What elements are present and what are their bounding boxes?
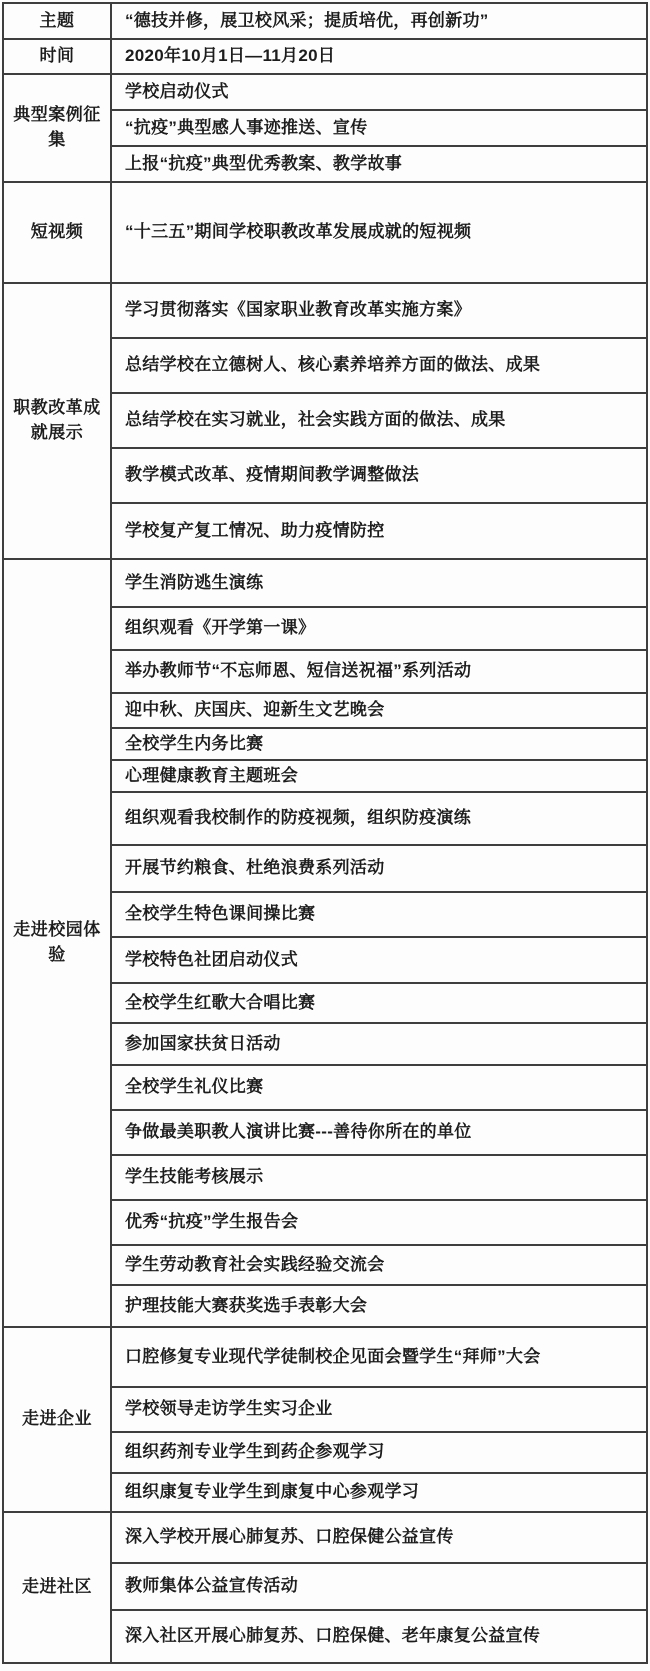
activity-cell: “德技并修，展卫校风采；提质培优，再创新功” [111, 3, 647, 39]
table-row [3, 1327, 647, 1387]
category-cell: 走进校园体验 [3, 559, 111, 1327]
activity-cell: 优秀“抗疫”学生报告会 [111, 1200, 647, 1245]
activity-cell: 口腔修复专业现代学徒制校企见面会暨学生“拜师”大会 [111, 1327, 647, 1387]
activity-cell: 学校特色社团启动仪式 [111, 937, 647, 983]
activity-cell: 总结学校在实习就业，社会实践方面的做法、成果 [111, 393, 647, 448]
activity-cell: 组织药剂专业学生到药企参观学习 [111, 1432, 647, 1473]
activity-cell: 学校复产复工情况、助力疫情防控 [111, 503, 647, 559]
category-cell: 时间 [3, 39, 111, 74]
category-cell: 短视频 [3, 182, 111, 283]
activity-cell: 上报“抗疫”典型优秀教案、教学故事 [111, 146, 647, 182]
table-row [3, 3, 647, 39]
category-cell: 职教改革成就展示 [3, 283, 111, 559]
activity-cell: 全校学生礼仪比赛 [111, 1065, 647, 1110]
activity-cell: 心理健康教育主题班会 [111, 760, 647, 792]
table-row [3, 1512, 647, 1563]
activity-cell: 组织康复专业学生到康复中心参观学习 [111, 1473, 647, 1512]
activity-cell: 学生消防逃生演练 [111, 559, 647, 607]
table-row [3, 39, 647, 74]
activity-cell: 护理技能大赛获奖选手表彰大会 [111, 1285, 647, 1327]
activity-cell: 争做最美职教人演讲比赛---善待你所在的单位 [111, 1110, 647, 1155]
activity-cell: 总结学校在立德树人、核心素养培养方面的做法、成果 [111, 338, 647, 393]
activity-cell: 深入学校开展心肺复苏、口腔保健公益宣传 [111, 1512, 647, 1563]
activity-schedule-table [2, 2, 648, 1664]
activity-cell: 学生劳动教育社会实践经验交流会 [111, 1245, 647, 1285]
activity-cell: 学校启动仪式 [111, 74, 647, 110]
table-row [3, 74, 647, 110]
activity-cell: 教学模式改革、疫情期间教学调整做法 [111, 448, 647, 503]
category-cell: 典型案例征集 [3, 74, 111, 182]
activity-cell: 举办教师节“不忘师恩、短信送祝福”系列活动 [111, 650, 647, 693]
activity-cell: 2020年10月1日—11月20日 [111, 39, 647, 74]
activity-cell: 迎中秋、庆国庆、迎新生文艺晚会 [111, 693, 647, 728]
activity-cell: 全校学生内务比赛 [111, 728, 647, 760]
category-cell: 走进企业 [3, 1327, 111, 1512]
activity-cell: 全校学生特色课间操比赛 [111, 892, 647, 937]
activity-cell: 开展节约粮食、杜绝浪费系列活动 [111, 845, 647, 892]
table-row [3, 283, 647, 338]
schedule-table-body [3, 3, 647, 1663]
activity-cell: 全校学生红歌大合唱比赛 [111, 983, 647, 1023]
activity-cell: 教师集体公益宣传活动 [111, 1563, 647, 1610]
table-row [3, 182, 647, 283]
activity-cell: 组织观看《开学第一课》 [111, 607, 647, 650]
activity-cell: “十三五”期间学校职教改革发展成就的短视频 [111, 182, 647, 283]
activity-cell: “抗疫”典型感人事迹推送、宣传 [111, 110, 647, 146]
activity-cell: 学校领导走访学生实习企业 [111, 1387, 647, 1432]
category-cell: 走进社区 [3, 1512, 111, 1663]
activity-cell: 学生技能考核展示 [111, 1155, 647, 1200]
table-row [3, 559, 647, 607]
activity-cell: 深入社区开展心肺复苏、口腔保健、老年康复公益宣传 [111, 1610, 647, 1663]
activity-cell: 学习贯彻落实《国家职业教育改革实施方案》 [111, 283, 647, 338]
category-cell: 主题 [3, 3, 111, 39]
activity-cell: 参加国家扶贫日活动 [111, 1023, 647, 1065]
activity-cell: 组织观看我校制作的防疫视频，组织防疫演练 [111, 792, 647, 845]
